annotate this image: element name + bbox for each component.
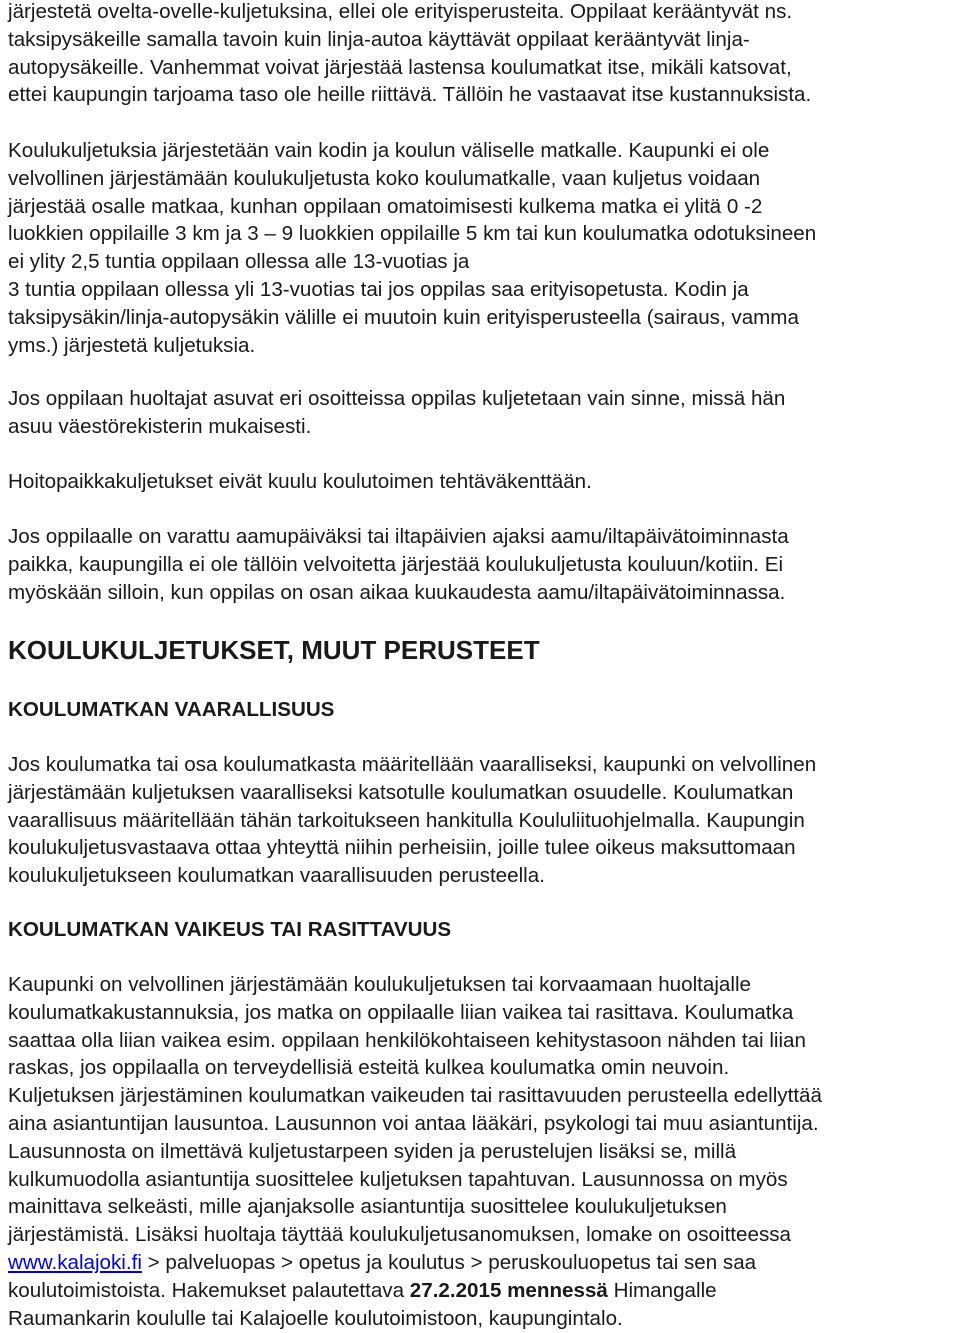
text-line: Jos oppilaan huoltajat asuvat eri osoitteissa oppilas kuljetetaan vain sinne, missä hän bbox=[8, 387, 786, 410]
deadline-line bbox=[8, 1277, 822, 1305]
text-line: järjestetä ovelta-ovelle-kuljetuksina, ellei ole erityisperusteita. Oppilaat kerääntyvät ns. bbox=[8, 0, 793, 23]
navigation-path-text: > palveluopas > opetus ja koulutus > peruskouluopetus tai sen saa bbox=[141, 1250, 757, 1274]
text-line: saattaa olla liian vaikea esim. oppilaan henkilökohtaiseen kehitystasoon nähden tai liian bbox=[8, 1028, 806, 1052]
text-line: Koulukuljetuksia järjestetään vain kodin ja koulun väliselle matkalle. Kaupunki ei ole bbox=[8, 139, 770, 162]
paragraph-kuljetusjarjestely bbox=[8, 0, 811, 109]
text-line: asuu väestörekisterin mukaisesti. bbox=[8, 414, 312, 438]
text-line: aina asiantuntijan lausuntoa. Lausunnon voi antaa lääkäri, psykologi tai muu asiantuntija. bbox=[8, 1111, 819, 1135]
text-line: luokkien oppilaille 3 km ja 3 – 9 luokkien oppilaille 5 km tai kun koulumatka odotuksineen bbox=[8, 222, 817, 246]
text-line: Kaupunki on velvollinen järjestämään koulukuljetuksen tai korvaamaan huoltajalle bbox=[8, 973, 751, 996]
kalajoki-website-link[interactable]: www.kalajoki.fi bbox=[8, 1250, 142, 1274]
paragraph-kodin-ja-koulun-matka bbox=[8, 137, 816, 359]
text-line: koulumatkakustannuksia, jos matka on oppilaalle liian vaikea tai rasittava. Koulumatka bbox=[8, 1000, 794, 1024]
text-line: järjestää osalle matkaa, kunhan oppilaan omatoimisesti kulkema matka ei ylitä 0 -2 bbox=[8, 194, 763, 218]
link-line bbox=[8, 1249, 822, 1277]
section-heading-muut-perusteet: KOULUKULJETUKSET, MUUT PERUSTEET bbox=[8, 635, 540, 665]
text-line: ei ylity 2,5 tuntia oppilaan ollessa alle 13-vuotias ja bbox=[8, 250, 470, 274]
text-line: paikka, kaupungilla ei ole tällöin velvoitetta järjestää koulukuljetusta kouluun/kotiin. Ei bbox=[8, 552, 784, 576]
text-line: Jos oppilaalle on varattu aamupäiväksi tai iltapäivien ajaksi aamu/iltapäivätoiminnasta bbox=[8, 525, 789, 548]
text-line: taksipysäkeille samalla tavoin kuin linja-autoa käyttävät oppilaat kerääntyvät linja- bbox=[8, 27, 750, 51]
text-line: järjestämään kuljetuksen vaaralliseksi katsotulle koulumatkan osuudelle. Koulumatkan bbox=[8, 780, 794, 804]
deadline-prefix-text: koulutoimistoista. Hakemukset palautettava bbox=[8, 1278, 410, 1302]
text-line: Jos koulumatka tai osa koulumatkasta määritellään vaaralliseksi, kaupunki on velvollinen bbox=[8, 753, 817, 776]
text-line: mainittava selkeästi, mille ajanjaksolle asiantuntija suosittelee koulukuljetuksen bbox=[8, 1195, 727, 1219]
text-line: yms.) järjestetä kuljetuksia. bbox=[8, 333, 256, 357]
subheading-vaarallisuus: KOULUMATKAN VAARALLISUUS bbox=[8, 698, 335, 721]
text-line: järjestämistä. Lisäksi huoltaja täyttää koulukuljetusanomuksen, lomake on osoitteessa bbox=[8, 1223, 791, 1247]
text-line: Kuljetuksen järjestäminen koulumatkan vaikeuden tai rasittavuuden perusteella edellyttää bbox=[8, 1084, 822, 1108]
text-line: ettei kaupungin tarjoama taso ole heille riittävä. Tällöin he vastaavat itse kustannuksista. bbox=[8, 83, 812, 107]
text-line: Hoitopaikkakuljetukset eivät kuulu koulutoimen tehtäväkenttään. bbox=[8, 470, 592, 493]
text-line: kulkumuodolla asiantuntija suosittelee kuljetuksen tapahtuvan. Lausunnossa on myös bbox=[8, 1167, 788, 1191]
text-line: vaarallisuus määritellään tähän tarkoitukseen hankitulla Koululiituohjelmalla. Kaupungin bbox=[8, 808, 805, 832]
deadline-suffix-text: Himangalle bbox=[607, 1278, 717, 1302]
subheading-vaikeus-rasittavuus: KOULUMATKAN VAIKEUS TAI RASITTAVUUS bbox=[8, 918, 452, 941]
text-line: taksipysäkin/linja-autopysäkin välille ei muutoin kuin erityisperusteella (sairaus, vamma bbox=[8, 305, 799, 329]
text-line: Lausunnosta on ilmettävä kuljetustarpeen syiden ja perustelujen lisäksi se, millä bbox=[8, 1139, 737, 1163]
text-line: 3 tuntia oppilaan ollessa yli 13-vuotias tai jos oppilas saa erityisopetusta. Kodin ja bbox=[8, 277, 749, 301]
text-line: velvollinen järjestämään koulukuljetusta koko koulumatkalle, vaan kuljetus voidaan bbox=[8, 166, 761, 190]
text-line: koulukuljetukseen koulumatkan vaarallisuuden perusteella. bbox=[8, 864, 545, 888]
paragraph-aamu-iltapaivatoiminta bbox=[8, 523, 789, 606]
paragraph-huoltajat-eri-osoitteissa bbox=[8, 385, 785, 441]
text-line: raskas, jos oppilaalla on terveydellisiä esteitä kulkea koulumatka omin neuvoin. bbox=[8, 1056, 730, 1080]
text-line: myöskään silloin, kun oppilas on osan aikaa kuukaudesta aamu/iltapäivätoiminnassa. bbox=[8, 580, 786, 604]
paragraph-vaikeus-rasittavuus bbox=[8, 971, 822, 1332]
paragraph-hoitopaikkakuljetukset bbox=[8, 468, 592, 496]
text-line: autopysäkeille. Vanhemmat voivat järjestää lastensa koulumatkat itse, mikäli katsovat, bbox=[8, 55, 792, 79]
text-line: koulukuljetusvastaava ottaa yhteyttä niihin perheisiin, joille tulee oikeus maksuttomaan bbox=[8, 836, 796, 860]
deadline-date: 27.2.2015 mennessä bbox=[409, 1278, 608, 1302]
text-line: Raumankarin koululle tai Kalajoelle koulutoimistoon, kaupungintalo. bbox=[8, 1306, 623, 1330]
paragraph-vaarallisuus bbox=[8, 751, 816, 890]
